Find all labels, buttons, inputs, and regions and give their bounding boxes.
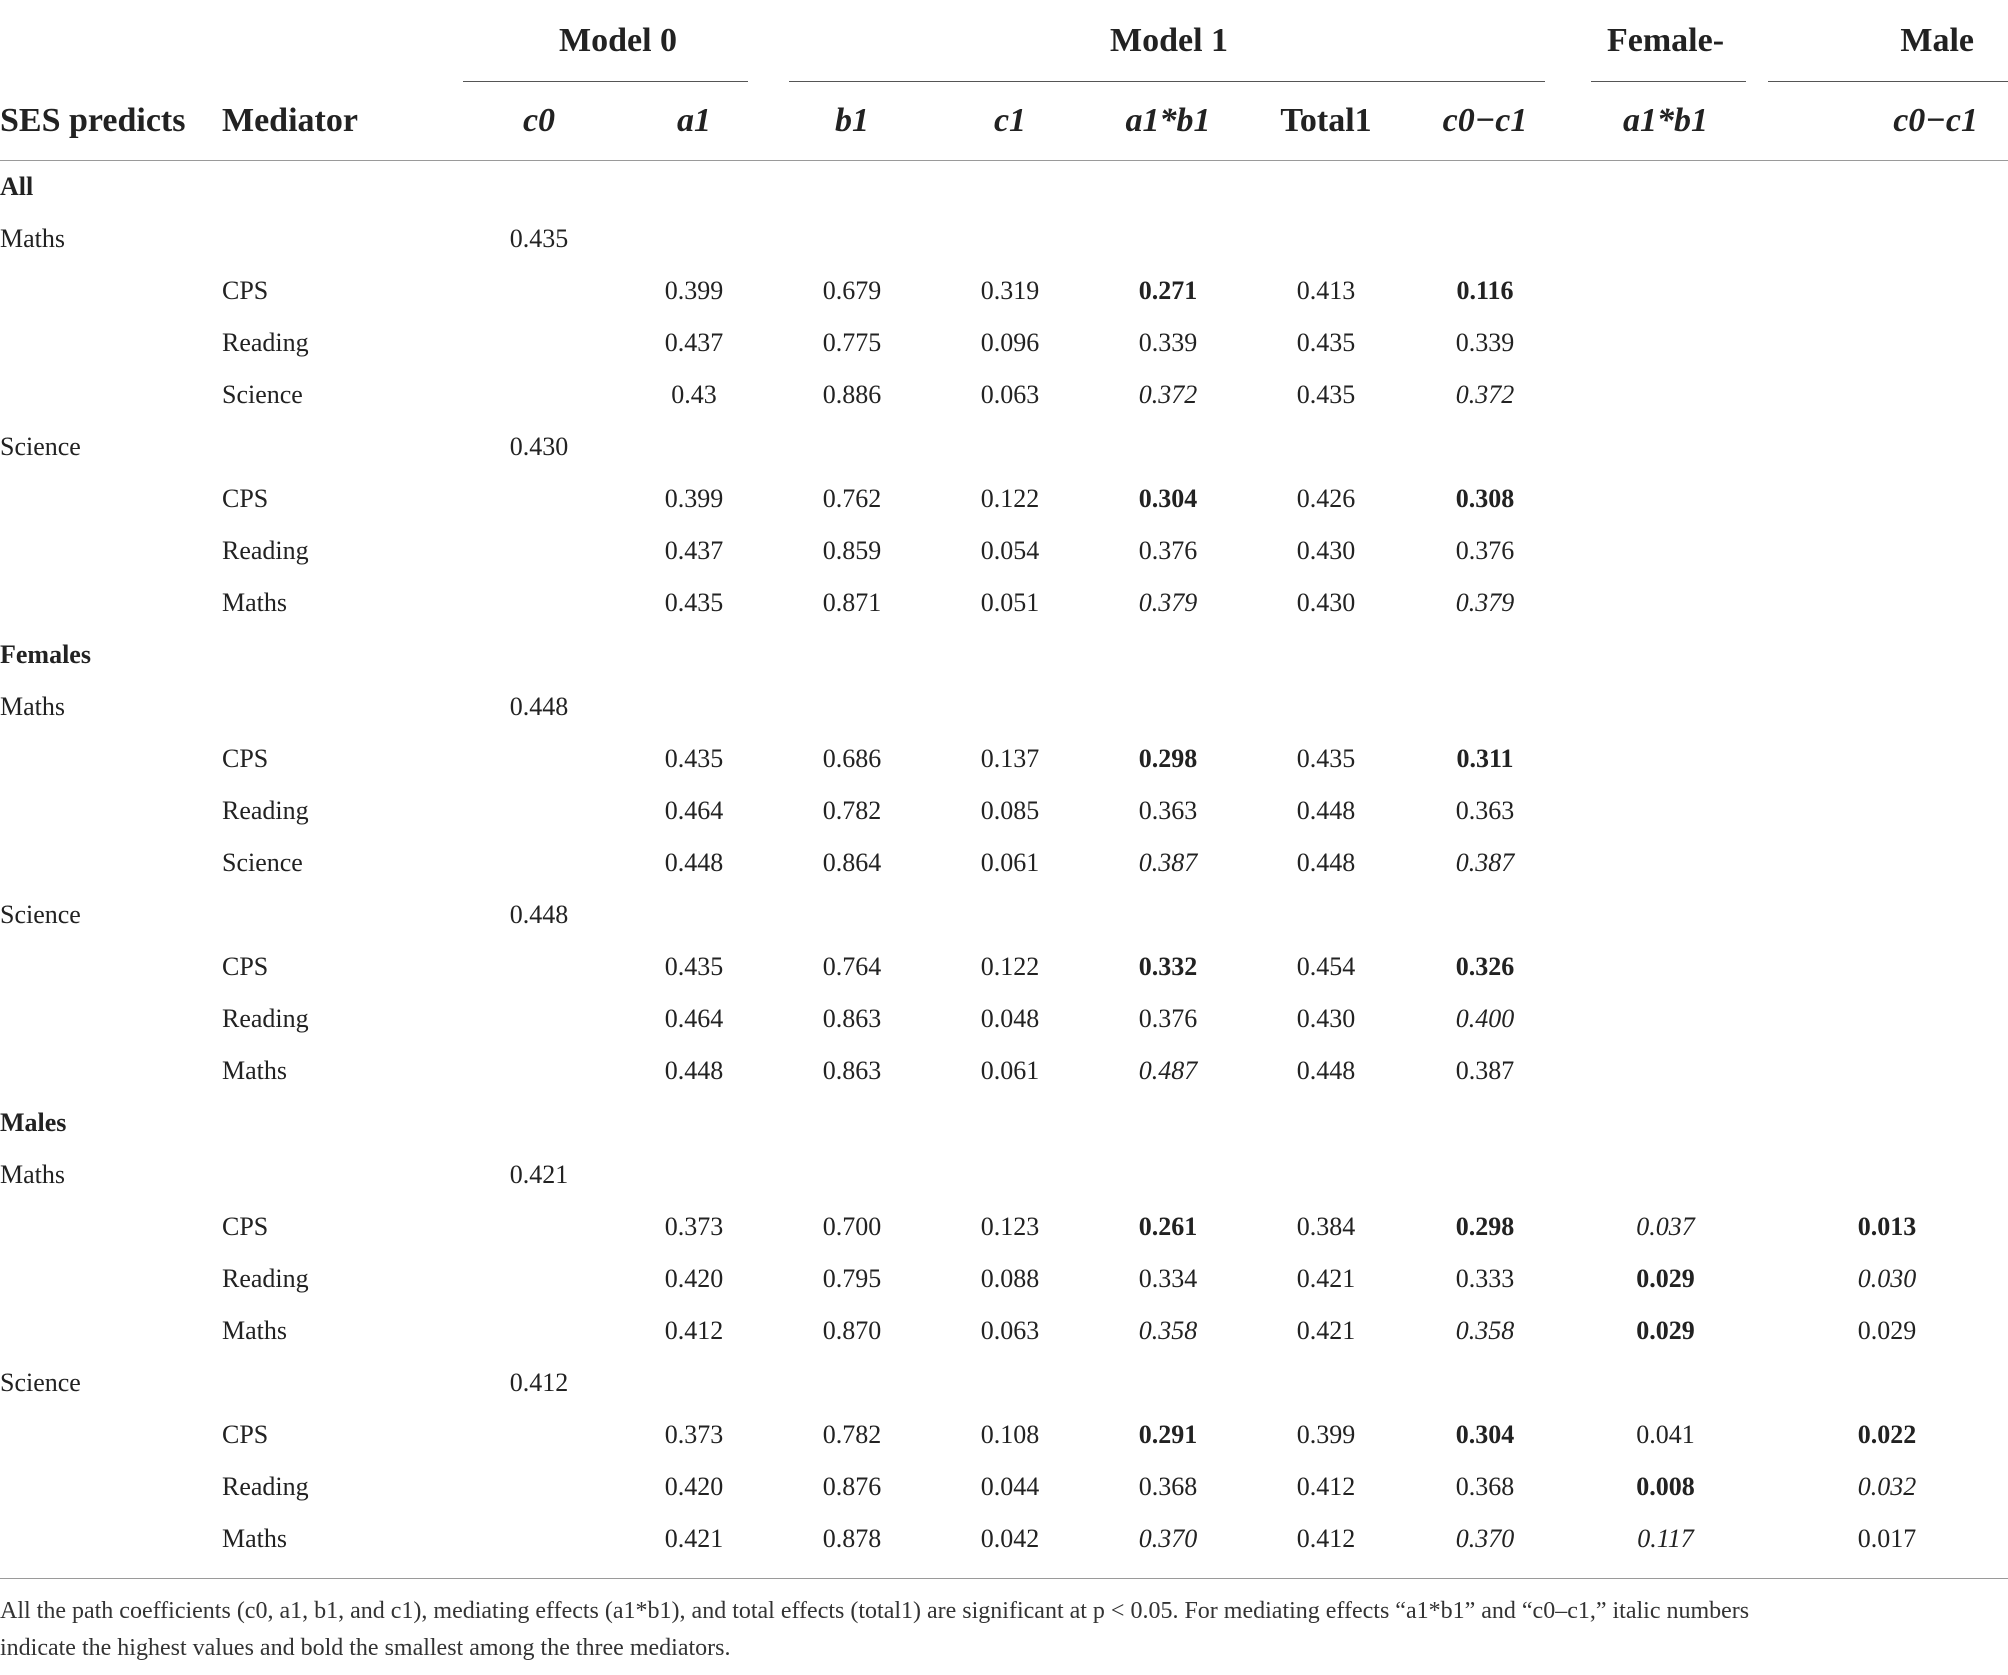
mediator-header: Mediator <box>222 102 358 139</box>
mediator-label: Maths <box>222 588 287 617</box>
c0-c1-value: 0.387 <box>1455 848 1515 877</box>
b1-value: 0.863 <box>822 1056 882 1085</box>
a1b1-value: 0.370 <box>1138 1524 1198 1553</box>
mediator-label: CPS <box>222 744 269 773</box>
female-a1b1-value: 0.008 <box>1636 1472 1695 1501</box>
outcome-row <box>0 421 2008 473</box>
total1-value: 0.454 <box>1296 952 1356 981</box>
mediator-label: CPS <box>222 952 269 981</box>
a1b1-value: 0.304 <box>1138 484 1198 513</box>
c1-value: 0.061 <box>980 848 1040 877</box>
mediator-label: Science <box>222 380 303 409</box>
c0-c1-value: 0.376 <box>1455 536 1515 565</box>
c0-value: 0.412 <box>509 1368 569 1397</box>
b1-value: 0.686 <box>822 744 882 773</box>
c1-value: 0.122 <box>980 484 1040 513</box>
c0-value: 0.448 <box>509 900 569 929</box>
a1-value: 0.435 <box>664 744 724 773</box>
total1-value: 0.448 <box>1296 1056 1356 1085</box>
total1-value: 0.435 <box>1296 328 1356 357</box>
total1-value: 0.448 <box>1296 848 1356 877</box>
ses-predicts-header: SES predicts <box>0 102 186 139</box>
mediator-label: Maths <box>222 1056 287 1085</box>
footnote-line-1: All the path coefficients (c0, a1, b1, and c1), mediating effects (a1*b1), and total effects (total1) are significant at p < 0.05. For mediating effects “a1*b1” and “c0–c1,” italic numbers <box>0 1598 1750 1624</box>
c0-c1-value: 0.379 <box>1455 588 1515 617</box>
mediator-label: CPS <box>222 276 269 305</box>
outcome-label: Maths <box>0 692 65 721</box>
outcome-row <box>0 1357 2008 1409</box>
a1-value: 0.437 <box>664 536 724 565</box>
c1-value: 0.085 <box>980 796 1040 825</box>
outcome-label: Science <box>0 900 81 929</box>
section-row <box>0 1097 2008 1149</box>
section-row <box>0 161 2008 214</box>
a1b1-value: 0.334 <box>1138 1264 1198 1293</box>
c0-c1-value: 0.326 <box>1455 952 1515 981</box>
section-row <box>0 629 2008 681</box>
table-row <box>0 265 2008 317</box>
total1-value: 0.435 <box>1296 380 1356 409</box>
c0-c1-value: 0.400 <box>1455 1004 1515 1033</box>
c1-value: 0.063 <box>980 380 1040 409</box>
b1-value: 0.775 <box>822 328 882 357</box>
c0-c1-value: 0.298 <box>1455 1212 1515 1241</box>
b1-value: 0.782 <box>822 1420 882 1449</box>
a1-value: 0.420 <box>664 1472 724 1501</box>
c0-c1-value: 0.339 <box>1455 328 1515 357</box>
c1-value: 0.096 <box>980 328 1040 357</box>
total1-value: 0.435 <box>1296 744 1356 773</box>
c1-value: 0.048 <box>980 1004 1040 1033</box>
a1-value: 0.373 <box>664 1420 724 1449</box>
mediator-label: Maths <box>222 1316 287 1345</box>
c1-value: 0.319 <box>980 276 1040 305</box>
outcome-row <box>0 889 2008 941</box>
table-row <box>0 837 2008 889</box>
table-row <box>0 1409 2008 1461</box>
a1-value: 0.399 <box>664 276 724 305</box>
table-row <box>0 317 2008 369</box>
a1b1-value: 0.298 <box>1138 744 1198 773</box>
a1b1-value: 0.271 <box>1138 276 1198 305</box>
b1-value: 0.864 <box>822 848 882 877</box>
a1-value: 0.435 <box>664 588 724 617</box>
total1-value: 0.421 <box>1296 1316 1356 1345</box>
outcome-label: Maths <box>0 1160 65 1189</box>
mediator-label: Reading <box>222 1264 309 1293</box>
b1-value: 0.764 <box>822 952 882 981</box>
c1-value: 0.051 <box>980 588 1040 617</box>
female-a1b1-value: 0.117 <box>1637 1524 1694 1553</box>
c1-value: 0.042 <box>980 1524 1040 1553</box>
outcome-label: Science <box>0 432 81 461</box>
a1-value: 0.412 <box>664 1316 724 1345</box>
c0-c1-value: 0.116 <box>1456 276 1514 305</box>
a1-value: 0.43 <box>671 380 717 409</box>
column-header-row <box>0 82 2008 161</box>
table-row <box>0 473 2008 525</box>
total1-value: 0.430 <box>1296 1004 1356 1033</box>
outcome-row <box>0 681 2008 733</box>
mediator-label: Science <box>222 848 303 877</box>
total1-value: 0.426 <box>1296 484 1356 513</box>
female-a1b1-header: a1*b1 <box>1623 102 1709 139</box>
b1-value: 0.762 <box>822 484 882 513</box>
a1-value: 0.448 <box>664 1056 724 1085</box>
b1-value: 0.871 <box>822 588 882 617</box>
c1-value: 0.044 <box>980 1472 1040 1501</box>
table-row <box>0 1045 2008 1097</box>
a1b1-value: 0.332 <box>1138 952 1198 981</box>
a1b1-value: 0.379 <box>1138 588 1198 617</box>
total1-value: 0.413 <box>1296 276 1356 305</box>
c0-value: 0.435 <box>509 224 569 253</box>
mediator-label: Reading <box>222 1004 309 1033</box>
c0-c1-value: 0.311 <box>1456 744 1514 773</box>
c1-value: 0.122 <box>980 952 1040 981</box>
b1-value: 0.859 <box>822 536 882 565</box>
b1-value: 0.876 <box>822 1472 882 1501</box>
c1-value: 0.137 <box>980 744 1040 773</box>
total1-value: 0.412 <box>1296 1472 1356 1501</box>
a1b1-value: 0.487 <box>1138 1056 1198 1085</box>
a1b1-value: 0.376 <box>1138 536 1198 565</box>
a1-value: 0.421 <box>664 1524 724 1553</box>
table-row <box>0 1305 2008 1357</box>
c0-c1-value: 0.308 <box>1455 484 1515 513</box>
total1-value: 0.448 <box>1296 796 1356 825</box>
male-header: Male <box>1766 0 2008 82</box>
a1b1-header: a1*b1 <box>1125 102 1211 139</box>
a1b1-value: 0.376 <box>1138 1004 1198 1033</box>
c0-header: c0 <box>522 102 556 139</box>
c0-c1-value: 0.370 <box>1455 1524 1515 1553</box>
c0-c1-header: c0−c1 <box>1442 102 1528 139</box>
total1-value: 0.421 <box>1296 1264 1356 1293</box>
table-row <box>0 1201 2008 1253</box>
c0-c1-value: 0.363 <box>1455 796 1515 825</box>
c0-c1-value: 0.304 <box>1455 1420 1515 1449</box>
mediator-label: Maths <box>222 1524 287 1553</box>
male-c0-c1-value: 0.013 <box>1857 1212 1917 1241</box>
c1-header: c1 <box>993 102 1027 139</box>
b1-value: 0.886 <box>822 380 882 409</box>
b1-value: 0.679 <box>822 276 882 305</box>
a1-header: a1 <box>677 102 711 139</box>
table-row <box>0 941 2008 993</box>
table-row <box>0 1513 2008 1565</box>
b1-header: b1 <box>835 102 870 139</box>
a1b1-value: 0.368 <box>1138 1472 1198 1501</box>
a1-value: 0.448 <box>664 848 724 877</box>
c0-c1-value: 0.333 <box>1455 1264 1515 1293</box>
c0-value: 0.421 <box>509 1160 569 1189</box>
section-label: Males <box>0 1108 67 1137</box>
male-c0-c1-value: 0.032 <box>1857 1472 1917 1501</box>
a1-value: 0.435 <box>664 952 724 981</box>
mediator-label: Reading <box>222 536 309 565</box>
a1-value: 0.373 <box>664 1212 724 1241</box>
b1-value: 0.795 <box>822 1264 882 1293</box>
outcome-row <box>0 1149 2008 1201</box>
group-header-row <box>0 0 2008 82</box>
mediator-label: CPS <box>222 1420 269 1449</box>
model-0-header: Model 0 <box>463 0 773 82</box>
female-a1b1-value: 0.041 <box>1636 1420 1695 1449</box>
a1b1-value: 0.339 <box>1138 328 1198 357</box>
b1-value: 0.782 <box>822 796 882 825</box>
total1-value: 0.430 <box>1296 536 1356 565</box>
a1-value: 0.437 <box>664 328 724 357</box>
a1-value: 0.464 <box>664 1004 724 1033</box>
c0-value: 0.448 <box>509 692 569 721</box>
c0-c1-value: 0.358 <box>1455 1316 1515 1345</box>
c1-value: 0.054 <box>980 536 1040 565</box>
female-a1b1-value: 0.029 <box>1636 1264 1695 1293</box>
c0-c1-value: 0.372 <box>1455 380 1515 409</box>
total1-value: 0.399 <box>1296 1420 1356 1449</box>
male-c0-c1-value: 0.030 <box>1857 1264 1917 1293</box>
a1b1-value: 0.363 <box>1138 796 1198 825</box>
c1-value: 0.088 <box>980 1264 1040 1293</box>
mediator-label: Reading <box>222 796 309 825</box>
mediator-label: CPS <box>222 484 269 513</box>
c0-c1-value: 0.368 <box>1455 1472 1515 1501</box>
a1-value: 0.399 <box>664 484 724 513</box>
c1-value: 0.061 <box>980 1056 1040 1085</box>
a1b1-value: 0.358 <box>1138 1316 1198 1345</box>
table-footnote <box>0 1578 2008 1667</box>
table-row <box>0 525 2008 577</box>
male-c0-c1-value: 0.017 <box>1857 1524 1917 1553</box>
total1-value: 0.430 <box>1296 588 1356 617</box>
b1-value: 0.863 <box>822 1004 882 1033</box>
male-c0-c1-header: c0−c1 <box>1893 102 1979 139</box>
a1b1-value: 0.372 <box>1138 380 1198 409</box>
total1-header: Total1 <box>1280 102 1372 139</box>
total1-value: 0.384 <box>1296 1212 1356 1241</box>
table-row <box>0 1461 2008 1513</box>
a1-value: 0.420 <box>664 1264 724 1293</box>
table-row <box>0 785 2008 837</box>
table-row <box>0 577 2008 629</box>
male-c0-c1-value: 0.022 <box>1857 1420 1917 1449</box>
c0-value: 0.430 <box>509 432 569 461</box>
model-1-header: Model 1 <box>773 0 1565 82</box>
mediator-label: CPS <box>222 1212 269 1241</box>
section-label: All <box>0 172 34 201</box>
c0-c1-value: 0.387 <box>1455 1056 1515 1085</box>
section-label: Females <box>0 640 91 669</box>
outcome-label: Maths <box>0 224 65 253</box>
b1-value: 0.878 <box>822 1524 882 1553</box>
b1-value: 0.870 <box>822 1316 882 1345</box>
male-c0-c1-value: 0.029 <box>1857 1316 1917 1345</box>
footnote-line-2: indicate the highest values and bold the smallest among the three mediators. <box>0 1635 731 1661</box>
outcome-row <box>0 213 2008 265</box>
table-row <box>0 1253 2008 1305</box>
female-header: Female- <box>1565 0 1766 82</box>
a1b1-value: 0.261 <box>1138 1212 1198 1241</box>
a1b1-value: 0.387 <box>1138 848 1198 877</box>
c1-value: 0.123 <box>980 1212 1040 1241</box>
outcome-label: Science <box>0 1368 81 1397</box>
table-row <box>0 993 2008 1045</box>
mediator-label: Reading <box>222 1472 309 1501</box>
c1-value: 0.108 <box>980 1420 1040 1449</box>
female-a1b1-value: 0.029 <box>1636 1316 1695 1345</box>
a1-value: 0.464 <box>664 796 724 825</box>
table-row <box>0 733 2008 785</box>
c1-value: 0.063 <box>980 1316 1040 1345</box>
a1b1-value: 0.291 <box>1138 1420 1198 1449</box>
b1-value: 0.700 <box>822 1212 882 1241</box>
female-a1b1-value: 0.037 <box>1636 1212 1695 1241</box>
mediator-label: Reading <box>222 328 309 357</box>
total1-value: 0.412 <box>1296 1524 1356 1553</box>
table-row <box>0 369 2008 421</box>
